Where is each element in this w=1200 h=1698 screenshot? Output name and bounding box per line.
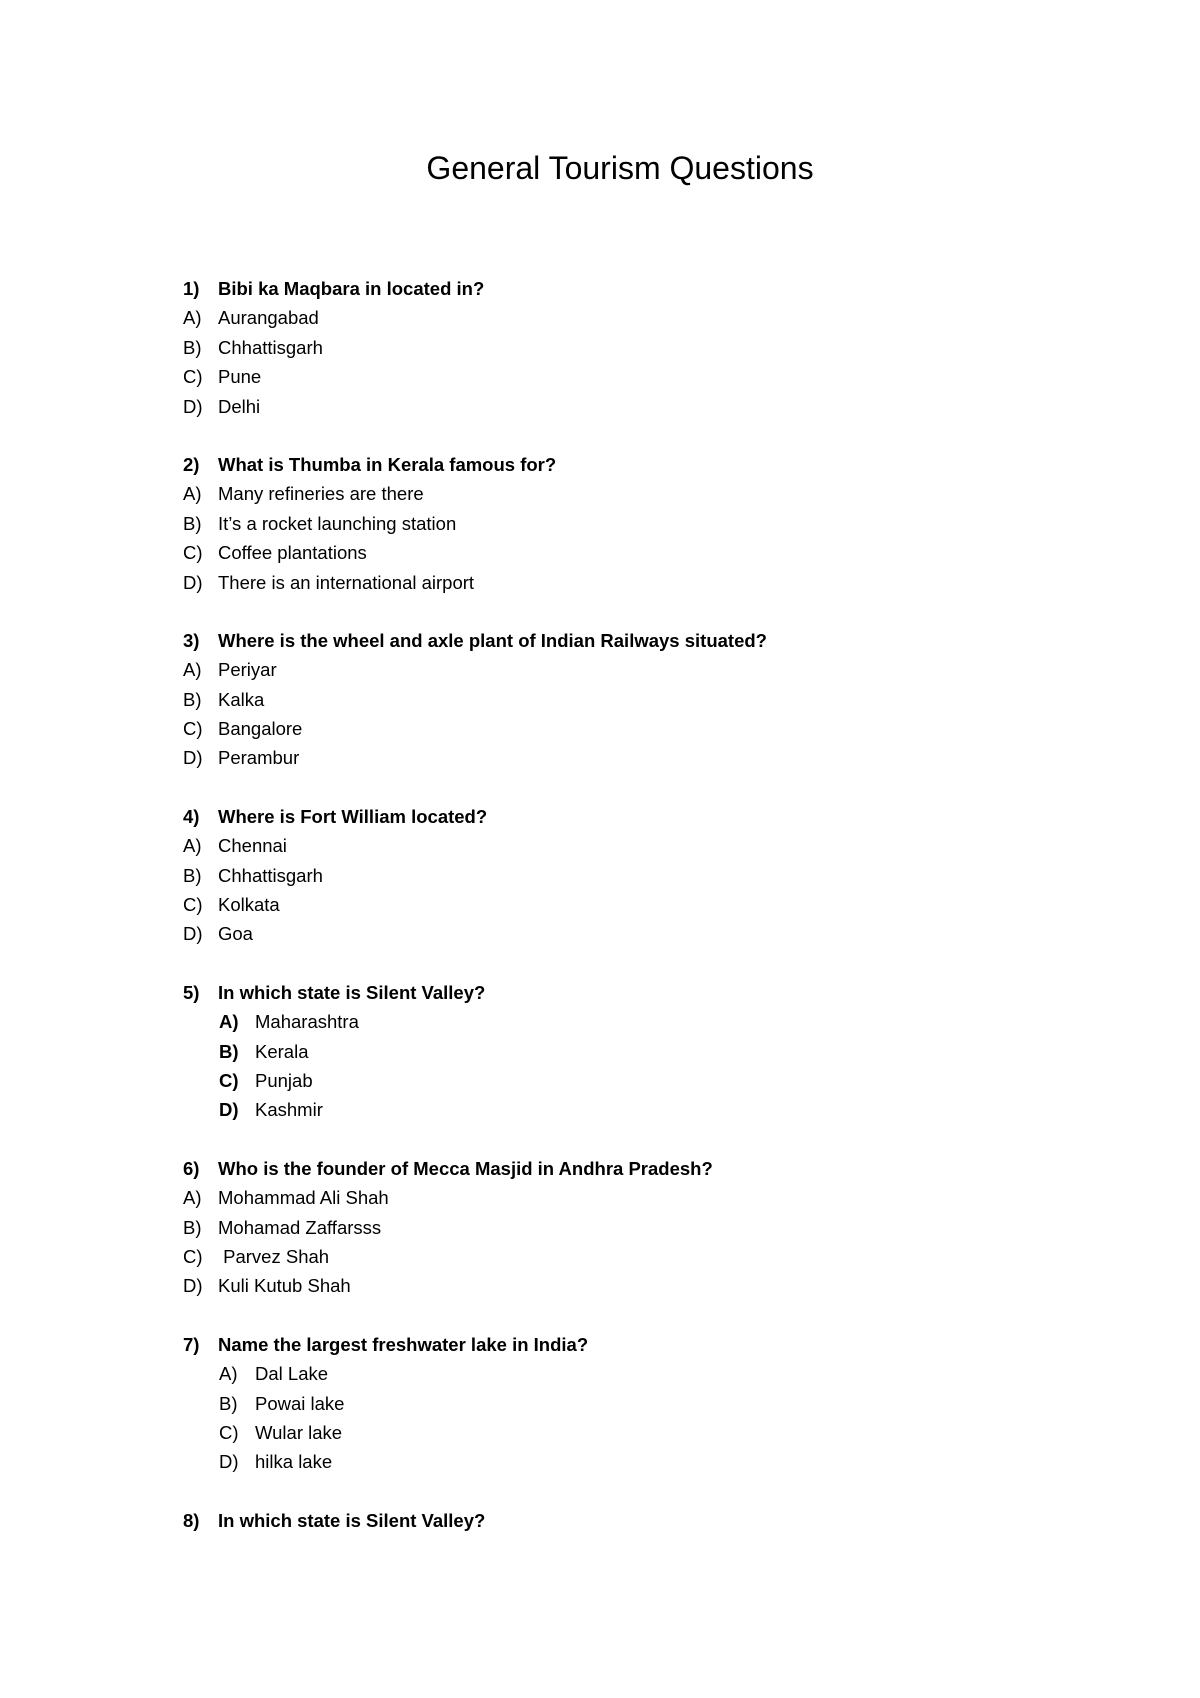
option-letter: B) (183, 1216, 202, 1238)
option-text: Chennai (218, 835, 287, 857)
option-text: Perambur (218, 747, 300, 769)
option-letter: A) (183, 1187, 202, 1209)
option-text: Goa (218, 923, 253, 945)
option-letter: C) (183, 894, 203, 916)
question-block (183, 450, 1083, 597)
option-text: Pune (218, 366, 262, 388)
option-text: Punjab (255, 1069, 313, 1091)
option-letter: A) (219, 1011, 239, 1033)
question-line (183, 1330, 1083, 1359)
answer-option (183, 392, 1083, 421)
question-block (183, 1154, 1083, 1301)
option-text: Mohamad Zaffarsss (218, 1216, 382, 1238)
answer-option (183, 333, 1083, 362)
question-number: 1) (183, 278, 200, 299)
option-letter: C) (183, 542, 203, 564)
answer-option (183, 831, 1083, 860)
question-number: 4) (183, 805, 200, 827)
option-letter: B) (183, 512, 202, 534)
question-text: Who is the founder of Mecca Masjid in Andhra Pradesh? (218, 1157, 713, 1179)
answer-option (183, 861, 1083, 890)
question-line (183, 978, 1083, 1007)
option-text: Kalka (218, 688, 265, 710)
option-letter: C) (219, 1421, 239, 1443)
option-text: Many refineries are there (218, 483, 424, 505)
answer-option (183, 714, 1083, 743)
option-letter: A) (183, 835, 202, 857)
option-text: Kerala (255, 1040, 309, 1062)
answer-option (183, 1242, 1083, 1271)
question-block (183, 274, 1083, 421)
option-letter: C) (183, 718, 203, 740)
option-text: Kashmir (255, 1099, 323, 1121)
question-text: Name the largest freshwater lake in India? (218, 1333, 589, 1355)
answer-option (183, 1037, 1083, 1066)
option-text: Periyar (218, 659, 277, 681)
answer-option (183, 1095, 1083, 1124)
answer-option (183, 303, 1083, 332)
answer-option (183, 1418, 1083, 1447)
option-letter: C) (219, 1069, 239, 1091)
option-letter: B) (219, 1392, 238, 1414)
answer-option (183, 568, 1083, 597)
question-number: 5) (183, 981, 200, 1003)
question-line (183, 450, 1083, 479)
question-text: In which state is Silent Valley? (218, 1509, 486, 1531)
answer-option (183, 685, 1083, 714)
option-letter: A) (183, 659, 202, 681)
option-text: Bangalore (218, 718, 303, 740)
option-letter: D) (183, 395, 203, 417)
answer-option (183, 509, 1083, 538)
question-number: 7) (183, 1333, 200, 1355)
option-text: Chhattisgarh (218, 864, 323, 886)
answer-option (183, 890, 1083, 919)
option-letter: A) (219, 1363, 238, 1385)
option-text: Chhattisgarh (218, 336, 323, 358)
option-letter: C) (183, 1245, 203, 1267)
option-letter: A) (183, 483, 202, 505)
option-letter: C) (183, 366, 203, 388)
question-number: 6) (183, 1157, 200, 1179)
answer-option (183, 1359, 1083, 1388)
option-text: Mohammad Ali Shah (218, 1187, 389, 1209)
answer-option (183, 743, 1083, 772)
question-block (183, 1330, 1083, 1477)
answer-option (183, 1389, 1083, 1418)
option-text: Kuli Kutub Shah (218, 1275, 351, 1297)
question-line (183, 802, 1083, 831)
option-text: Delhi (218, 395, 261, 417)
answer-option (183, 1007, 1083, 1036)
answer-option (183, 1213, 1083, 1242)
answer-option (183, 655, 1083, 684)
option-letter: D) (219, 1099, 239, 1121)
option-letter: D) (219, 1451, 239, 1473)
answer-option (183, 1066, 1083, 1095)
question-number: 8) (183, 1509, 200, 1531)
option-text: Aurangabad (218, 307, 319, 329)
option-letter: D) (183, 1275, 203, 1297)
option-text: Parvez Shah (218, 1245, 330, 1267)
option-text: There is an international airport (218, 571, 475, 593)
option-text: Powai lake (255, 1392, 345, 1414)
option-text: hilka lake (255, 1451, 333, 1473)
option-text: Wular lake (255, 1421, 343, 1443)
question-line (183, 626, 1083, 655)
option-text: Maharashtra (255, 1011, 359, 1033)
question-block (183, 626, 1083, 773)
option-letter: D) (183, 571, 203, 593)
question-text: What is Thumba in Kerala famous for? (218, 453, 557, 475)
answer-option (183, 362, 1083, 391)
option-text: Coffee plantations (218, 542, 367, 564)
option-letter: A) (183, 307, 202, 329)
answer-option (183, 479, 1083, 508)
question-text: Where is the wheel and axle plant of Indian Railways situated? (218, 629, 767, 651)
option-letter: B) (183, 864, 202, 886)
option-letter: B) (183, 336, 202, 358)
answer-option (183, 919, 1083, 948)
option-letter: B) (219, 1040, 239, 1062)
answer-option (183, 1271, 1083, 1300)
question-line (183, 1506, 1083, 1535)
question-text: Bibi ka Maqbara in located in? (218, 278, 485, 299)
answer-option (183, 1183, 1083, 1212)
question-line (183, 274, 1083, 303)
question-block (183, 1506, 1083, 1535)
question-number: 3) (183, 629, 200, 651)
option-text: It’s a rocket launching station (218, 512, 457, 534)
option-letter: D) (183, 747, 203, 769)
question-list (183, 274, 1083, 1564)
question-text: Where is Fort William located? (218, 805, 488, 827)
question-number: 2) (183, 453, 200, 475)
question-block (183, 978, 1083, 1125)
answer-option (183, 538, 1083, 567)
option-letter: B) (183, 688, 202, 710)
option-letter: D) (183, 923, 203, 945)
question-text: In which state is Silent Valley? (218, 981, 486, 1003)
answer-option (183, 1447, 1083, 1476)
question-block (183, 802, 1083, 949)
document-title: General Tourism Questions (426, 150, 814, 186)
option-text: Kolkata (218, 894, 280, 916)
question-line (183, 1154, 1083, 1183)
option-text: Dal Lake (255, 1363, 329, 1385)
